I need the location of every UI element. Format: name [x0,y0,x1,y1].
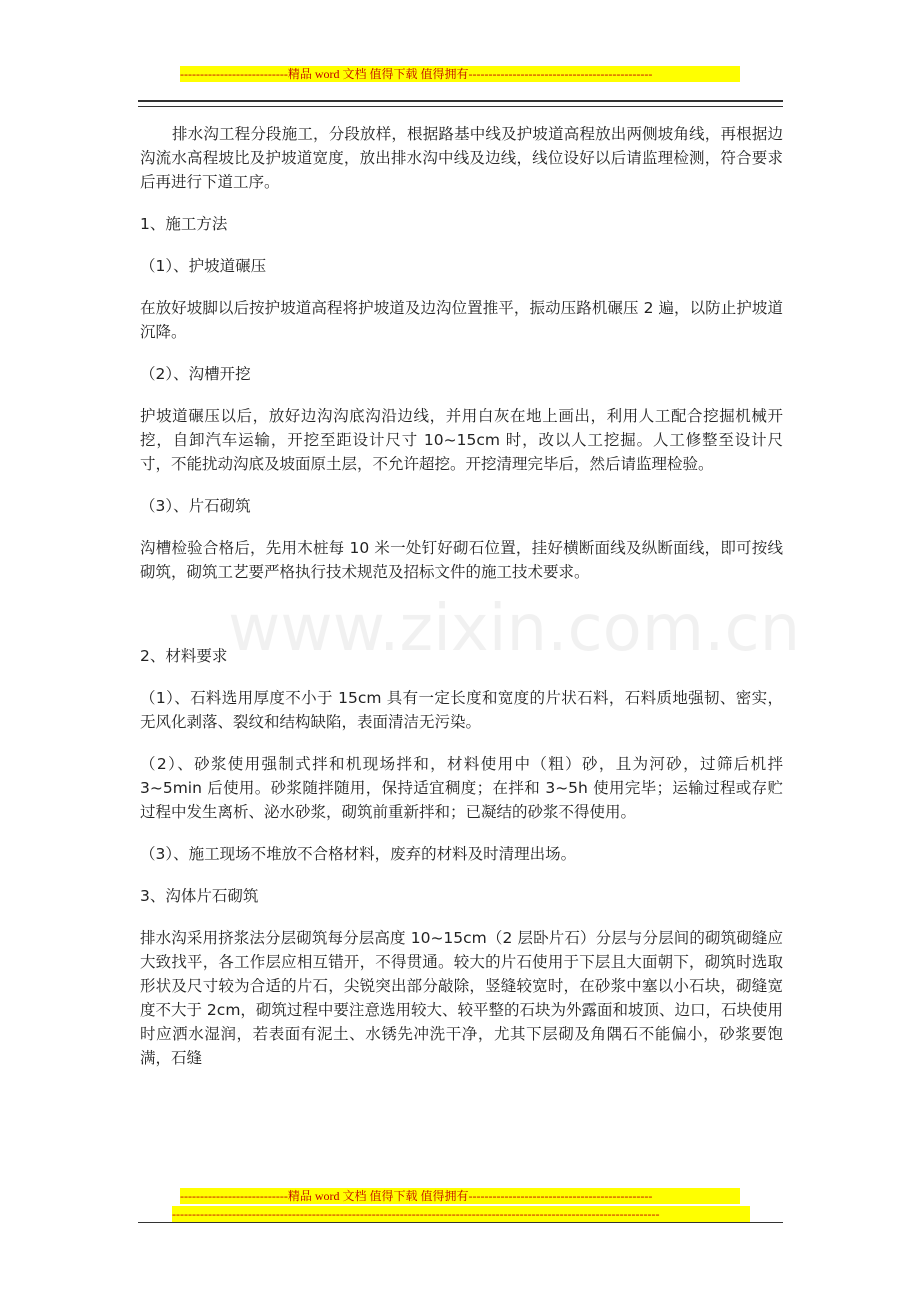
section-1-sub1-text: 在放好坡脚以后按护坡道高程将护坡道及边沟位置推平，振动压路机碾压 2 遍，以防止护坡道沉降。 [140,299,783,341]
section-1-sub3-title: （3）、片石砌筑 [140,497,251,515]
header-rule-thin [138,106,783,107]
footer-rule [138,1222,783,1223]
section-1-sub2-title: （2）、沟槽开挖 [140,365,251,383]
footer-banner-dashes: -------------------------------------------------------------------------------------------------------------------------- [172,1206,750,1222]
section-1-sub3-text: 沟槽检验合格后，先用木桩每 10 米一处钉好砌石位置，挂好横断面线及纵断面线，即可按线砌筑，砌筑工艺要严格执行技术规范及招标文件的施工技术要求。 [140,539,783,581]
section-1-sub2-text: 护坡道碾压以后，放好边沟沟底沟沿边线，并用白灰在地上画出，利用人工配合挖掘机械开挖，自卸汽车运输，开挖至距设计尺寸 10~15cm 时，改以人工挖掘。人工修整至设计尺寸，不能扰动沟底及坡面原土层，不允许超挖。开挖清理完毕后，然后请监理检验。 [140,407,783,473]
section-1-title: 1、施工方法 [140,215,228,233]
section-2-p2: （2）、砂浆使用强制式拌和机现场拌和，材料使用中（粗）砂，且为河砂，过筛后机拌 3~5min 后使用。砂浆随拌随用，保持适宜稠度；在拌和 3~5h 使用完毕；运输过程或存贮过程中发生离析、泌水砂浆，砌筑前重新拌和；已凝结的砂浆不得使用。 [140,755,783,821]
document-body [140,122,783,1070]
header-rule-thick [138,100,783,102]
footer-banner: ---------------------------精品 word 文档 值得下载 值得拥有---------------------------------------------- [180,1188,740,1204]
section-1-sub1-title: （1）、护坡道碾压 [140,257,267,275]
watermark: www.zixin.com.cn [228,592,801,666]
header-banner: ---------------------------精品 word 文档 值得下载 值得拥有---------------------------------------------- [180,66,740,82]
section-2-p1: （1）、石料选用厚度不小于 15cm 具有一定长度和宽度的片状石料，石料质地强韧、密实，无风化剥落、裂纹和结构缺陷，表面清洁无污染。 [140,689,783,731]
section-2-p3: （3）、施工现场不堆放不合格材料，废弃的材料及时清理出场。 [140,845,577,863]
intro-paragraph: 排水沟工程分段施工，分段放样，根据路基中线及护坡道高程放出两侧坡角线，再根据边沟流水高程坡比及护坡道宽度，放出排水沟中线及边线，线位设好以后请监理检测，符合要求后再进行下道工序。 [140,125,783,191]
section-2-title: 2、材料要求 [140,647,228,665]
section-3-title: 3、沟体片石砌筑 [140,887,259,905]
section-3-p1: 排水沟采用挤浆法分层砌筑每分层高度 10~15cm（2 层卧片石）分层与分层间的砌筑砌缝应大致找平，各工作层应相互错开，不得贯通。较大的片石使用于下层且大面朝下，砌筑时选取形状及尺寸较为合适的片石，尖锐突出部分敲除，竖缝较宽时，在砂浆中塞以小石块，砌缝宽度不大于 2cm，砌筑过程中要注意选用较大、较平整的石块为外露面和坡顶、边口，石块使用时应洒水湿润，若表面有泥土、水锈先冲洗干净，尤其下层砌及角隅石不能偏小，砂浆要饱满，石缝 [140,929,783,1067]
